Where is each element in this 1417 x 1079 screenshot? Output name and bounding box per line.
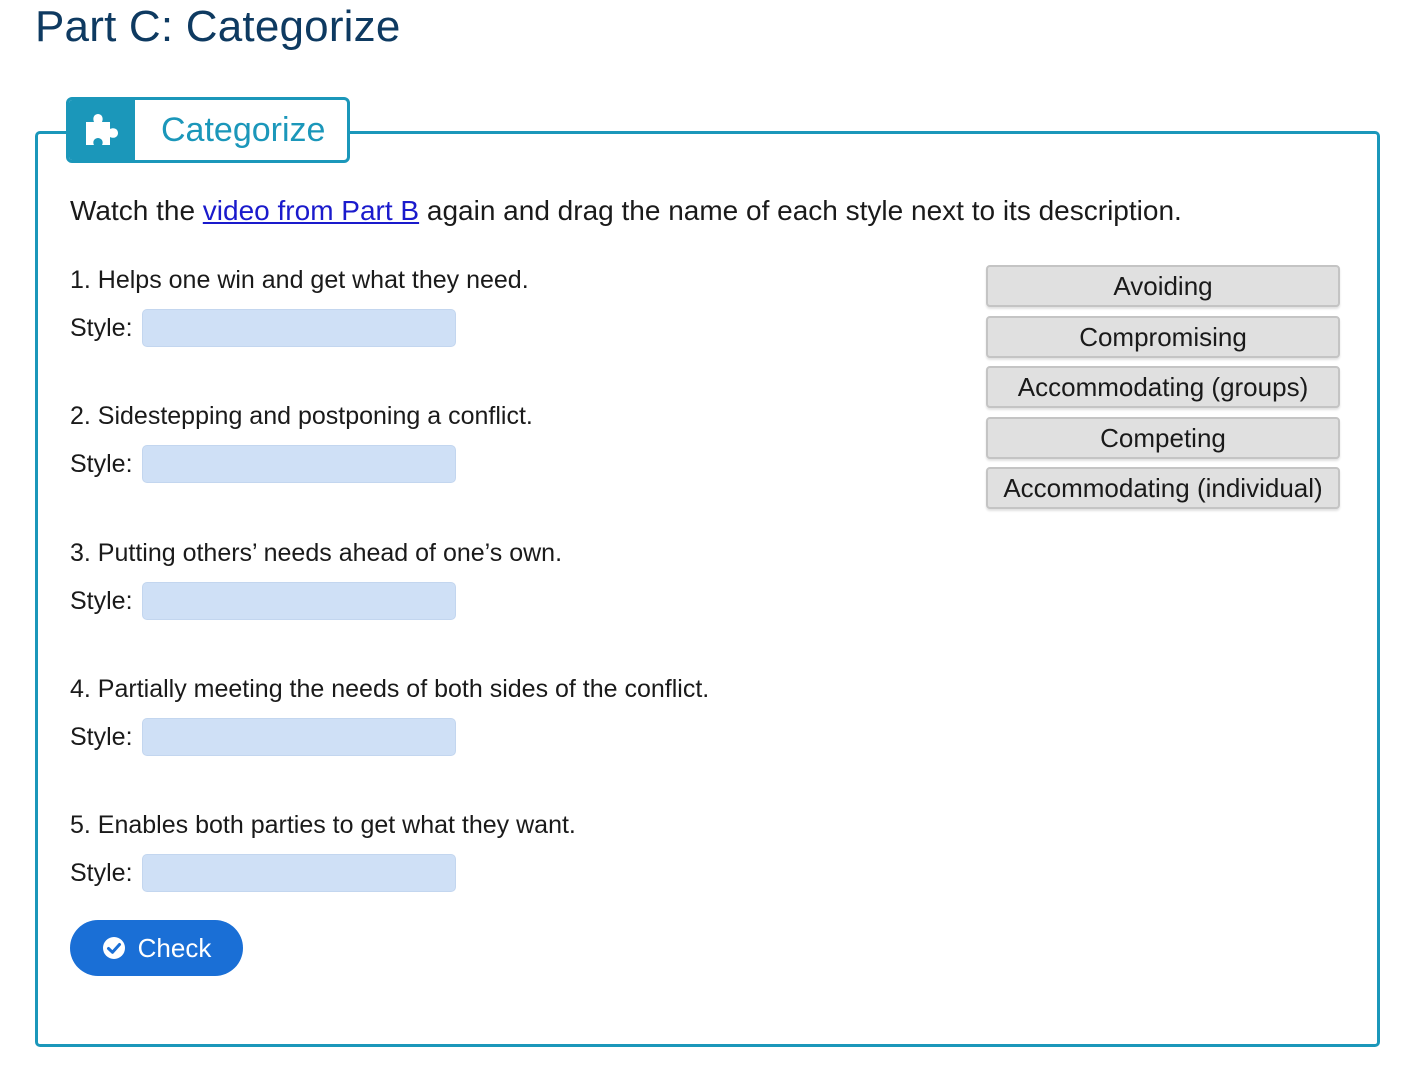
question-text: 1. Helps one win and get what they need. <box>70 266 529 294</box>
instructions-text-before: Watch the <box>70 195 203 226</box>
style-drop-zone-4[interactable] <box>142 718 456 756</box>
option-accommodating-individual[interactable]: Accommodating (individual) <box>986 467 1340 509</box>
style-label: Style: <box>70 313 133 342</box>
option-compromising[interactable]: Compromising <box>986 316 1340 358</box>
panel-tab-label: Categorize <box>161 110 326 149</box>
style-drop-zone-5[interactable] <box>142 854 456 892</box>
page-title: Part C: Categorize <box>35 2 401 51</box>
puzzle-piece-icon <box>69 100 135 160</box>
check-button[interactable] <box>70 920 243 976</box>
option-avoiding[interactable]: Avoiding <box>986 265 1340 307</box>
question-text: 5. Enables both parties to get what they want. <box>70 811 576 839</box>
style-drop-zone-3[interactable] <box>142 582 456 620</box>
option-competing[interactable]: Competing <box>986 417 1340 459</box>
question-text: 2. Sidestepping and postponing a conflict. <box>70 402 533 430</box>
question-text: 3. Putting others’ needs ahead of one’s own. <box>70 539 563 567</box>
question-4 <box>70 674 709 756</box>
part-b-video-link[interactable]: video from Part B <box>202 195 420 226</box>
style-label: Style: <box>70 858 133 887</box>
question-1 <box>70 265 529 347</box>
question-5 <box>70 810 576 892</box>
instructions-text-after: again and drag the name of each style next to its description. <box>419 195 1182 226</box>
style-label: Style: <box>70 449 133 478</box>
check-button-label: Check <box>137 932 212 963</box>
option-accommodating-groups[interactable]: Accommodating (groups) <box>986 366 1340 408</box>
question-3 <box>70 538 562 620</box>
style-label: Style: <box>70 586 133 615</box>
instructions <box>70 195 1182 227</box>
question-2 <box>70 401 533 483</box>
style-drop-zone-2[interactable] <box>142 445 456 483</box>
style-drop-zone-1[interactable] <box>142 309 456 347</box>
check-circle-icon <box>102 936 126 960</box>
panel-tab <box>66 97 350 163</box>
style-label: Style: <box>70 722 133 751</box>
question-text: 4. Partially meeting the needs of both sides of the conflict. <box>70 675 710 703</box>
